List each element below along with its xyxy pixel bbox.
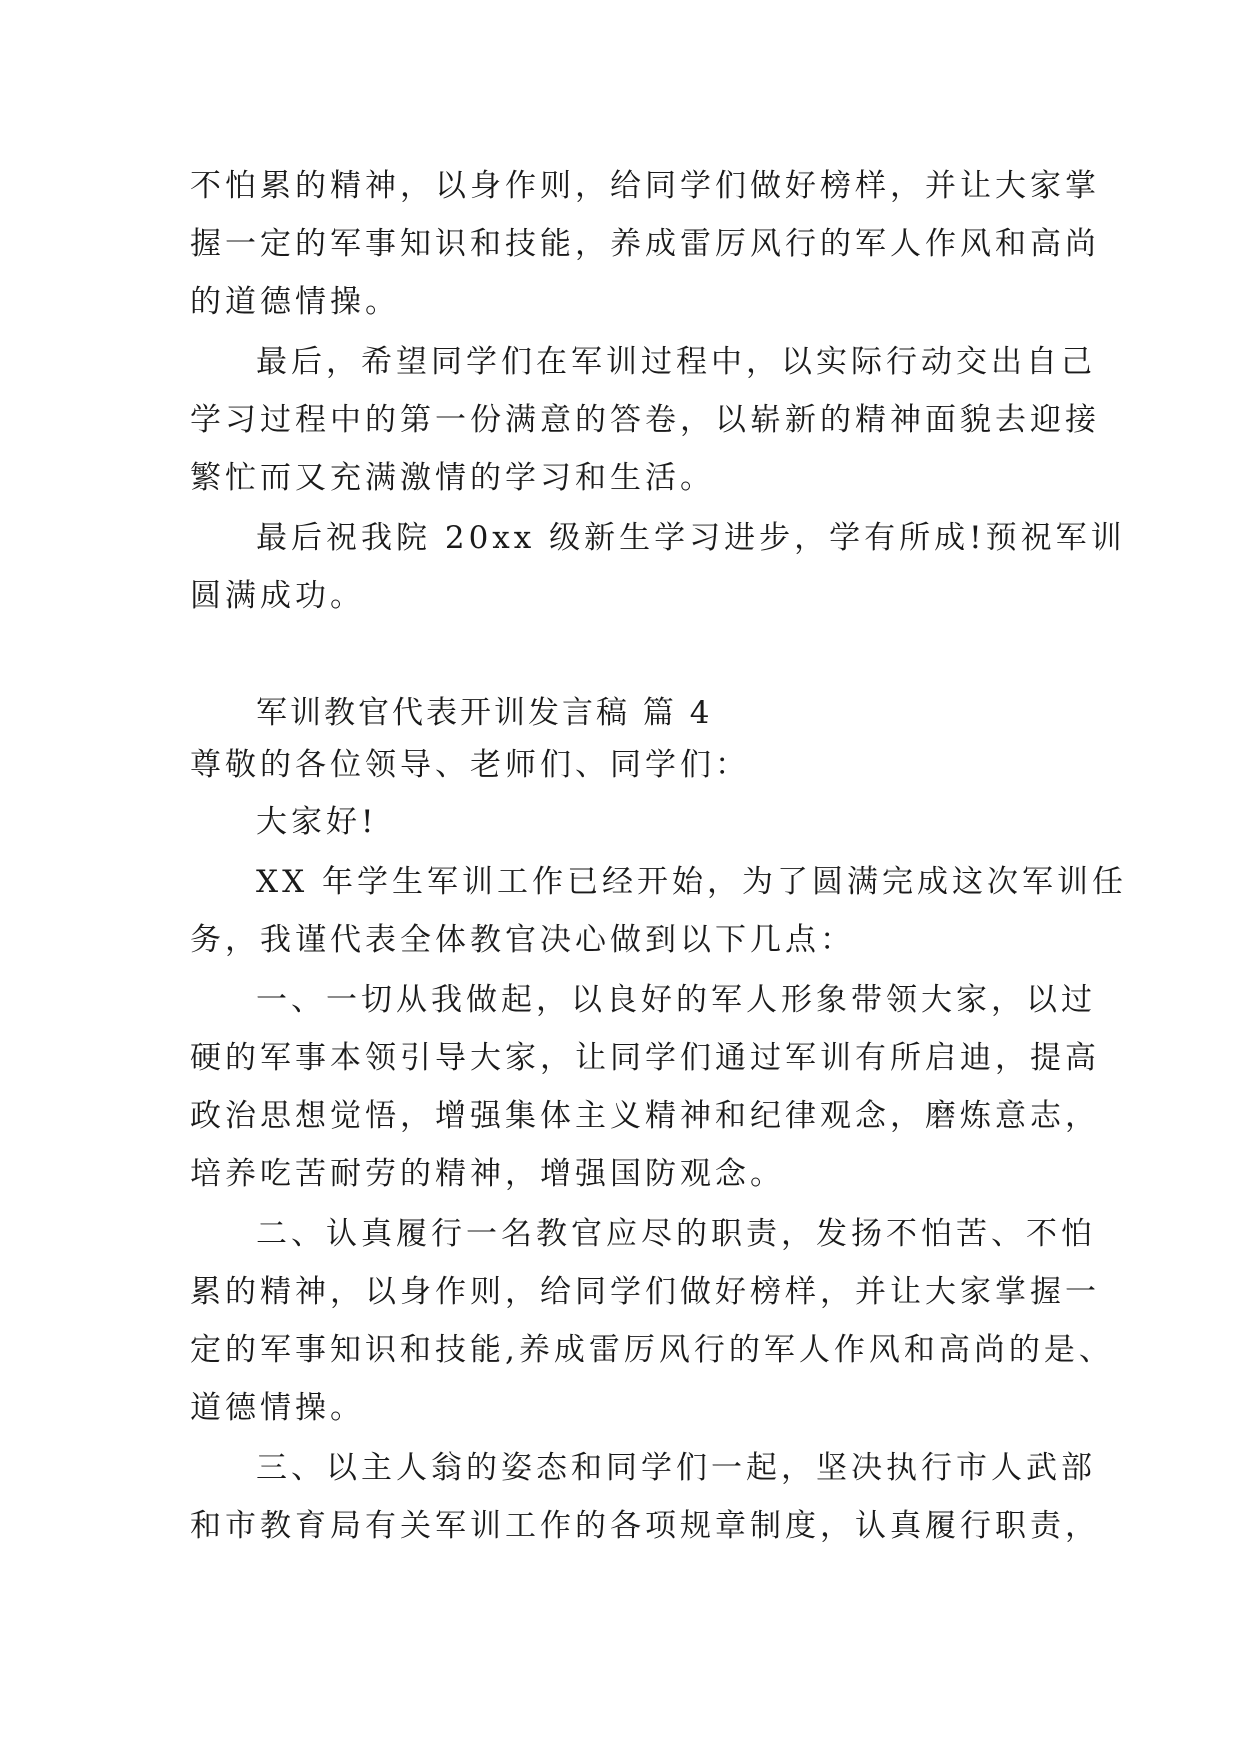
text-line: 最后祝我院 20xx 级新生学习进步，学有所成!预祝军训 xyxy=(256,520,1126,556)
text-line: 繁忙而又充满激情的学习和生活。 xyxy=(190,460,715,496)
text-line: 一、一切从我做起，以良好的军人形象带领大家，以过 xyxy=(256,982,1096,1018)
text-line: 道德情操。 xyxy=(190,1390,365,1426)
section-heading: 军训教官代表开训发言稿 篇 4 xyxy=(256,695,713,731)
text-line: 圆满成功。 xyxy=(190,578,365,614)
text-line: 培养吃苦耐劳的精神，增强国防观念。 xyxy=(190,1156,785,1192)
text-line: 政治思想觉悟，增强集体主义精神和纪律观念，磨炼意志， xyxy=(190,1098,1100,1134)
text-line: 学习过程中的第一份满意的答卷，以崭新的精神面貌去迎接 xyxy=(190,402,1100,438)
text-line: 最后，希望同学们在军训过程中，以实际行动交出自己 xyxy=(256,344,1096,380)
greeting: 大家好! xyxy=(256,804,378,840)
text-line: 的道德情操。 xyxy=(190,284,400,320)
text-line: 三、以主人翁的姿态和同学们一起，坚决执行市人武部 xyxy=(256,1450,1096,1486)
text-line: 累的精神，以身作则，给同学们做好榜样，并让大家掌握一 xyxy=(190,1274,1100,1310)
text-line: 二、认真履行一名教官应尽的职责，发扬不怕苦、不怕 xyxy=(256,1216,1096,1252)
text-line: XX 年学生军训工作已经开始，为了圆满完成这次军训任 xyxy=(256,864,1127,900)
text-line: 不怕累的精神，以身作则，给同学们做好榜样，并让大家掌 xyxy=(190,168,1100,204)
text-line: 和市教育局有关军训工作的各项规章制度，认真履行职责， xyxy=(190,1508,1100,1544)
text-line: 握一定的军事知识和技能，养成雷厉风行的军人作风和高尚 xyxy=(190,226,1100,262)
salutation: 尊敬的各位领导、老师们、同学们： xyxy=(190,747,750,783)
text-line: 定的军事知识和技能,养成雷厉风行的军人作风和高尚的是、 xyxy=(190,1332,1114,1368)
text-line: 硬的军事本领引导大家，让同学们通过军训有所启迪，提高 xyxy=(190,1040,1100,1076)
text-line: 务，我谨代表全体教官决心做到以下几点： xyxy=(190,922,855,958)
